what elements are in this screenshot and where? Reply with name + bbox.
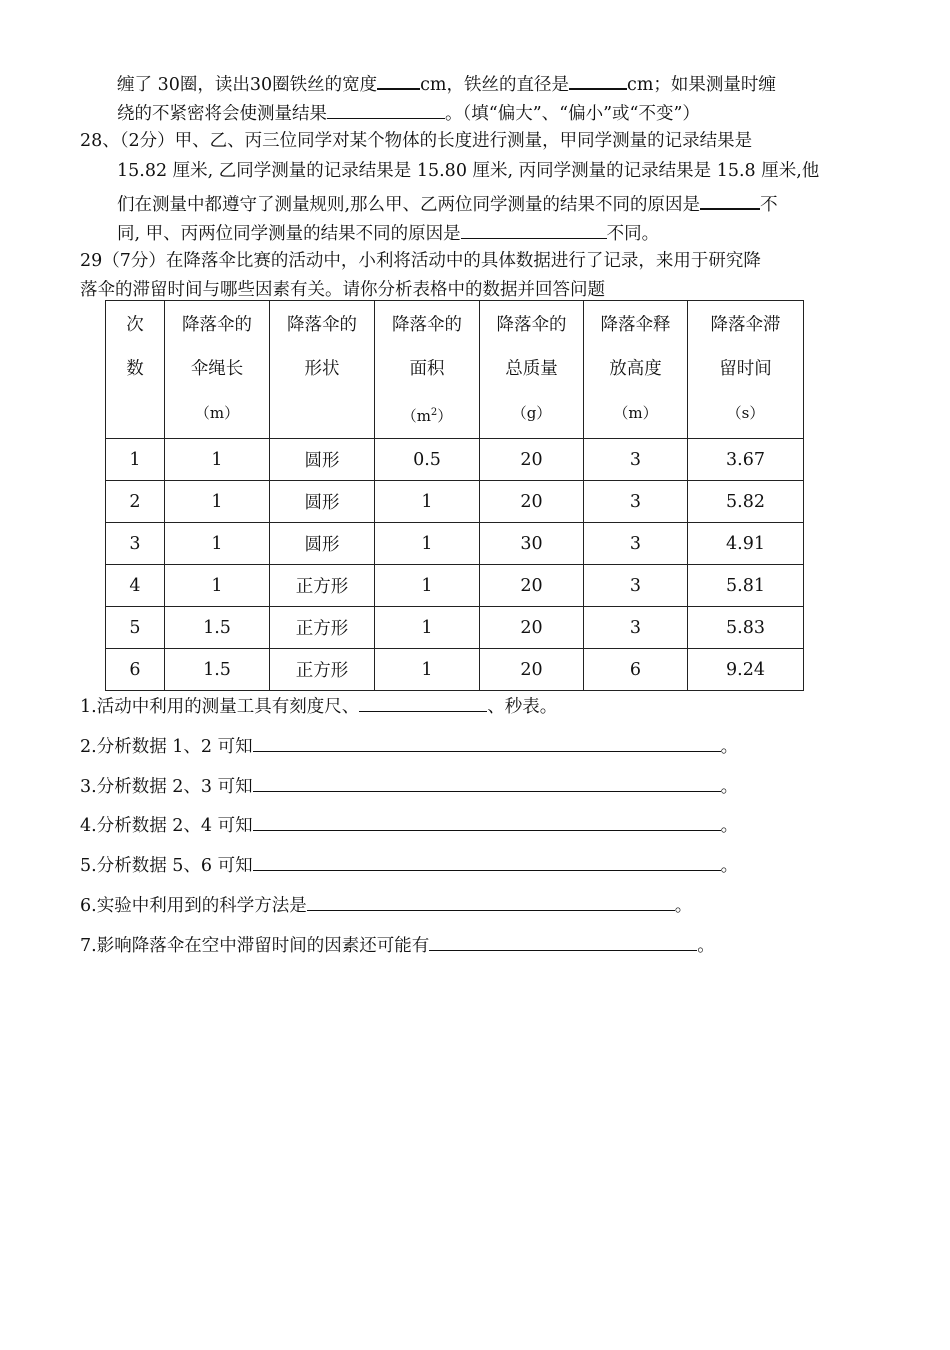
table-cell: 5.82 <box>688 481 804 523</box>
header-cell-rope-length: 降落伞的 伞绳长 （m） <box>165 301 270 439</box>
answer-blank-2[interactable] <box>253 733 721 752</box>
q27-text-b: cm，铁丝的直径是 <box>420 75 570 95</box>
q27-line2 <box>117 100 700 125</box>
table-row <box>106 565 804 607</box>
table-cell: 正方形 <box>270 565 375 607</box>
table-cell: 20 <box>480 565 584 607</box>
q27-diameter-blank[interactable] <box>569 70 627 90</box>
subquestion-text: 6.实验中利用到的科学方法是 <box>80 896 307 916</box>
table-cell: 圆形 <box>270 439 375 481</box>
subquestion-end: 。 <box>720 777 739 797</box>
q29-line2: 落伞的滞留时间与哪些因素有关。请你分析表格中的数据并回答问题 <box>80 280 605 300</box>
answer-blank-3[interactable] <box>253 773 721 792</box>
subquestion-text: 4.分析数据 2、4 可知 <box>80 816 253 836</box>
subquestion-5 <box>80 852 738 877</box>
table-cell: 1.5 <box>165 607 270 649</box>
table-cell: 30 <box>480 523 584 565</box>
table-cell: 1 <box>375 607 480 649</box>
subquestion-7 <box>80 932 715 957</box>
table-cell: 3 <box>584 439 688 481</box>
q27-text-c: cm；如果测量时缠 <box>627 75 776 95</box>
table-cell: 6 <box>106 649 165 691</box>
table-cell: 4 <box>106 565 165 607</box>
q29-line1: 29（7分）在降落伞比赛的活动中，小利将活动中的具体数据进行了记录，来用于研究降 <box>80 251 761 271</box>
table-cell: 1.5 <box>165 649 270 691</box>
q28-line2: 15.82 厘米, 乙同学测量的记录结果是 15.80 厘米, 丙同学测量的记录结果是 15.8 厘米,他 <box>117 161 820 181</box>
q28-line3 <box>117 190 778 216</box>
q28-line4 <box>117 220 659 245</box>
table-cell: 1 <box>165 439 270 481</box>
q28-reason1-blank[interactable] <box>700 190 760 210</box>
table-cell: 6 <box>584 649 688 691</box>
table-row <box>106 649 804 691</box>
q27-text-d: 绕的不紧密将会使测量结果 <box>117 104 327 124</box>
table-cell: 20 <box>480 607 584 649</box>
q28-text-d: 不同。 <box>606 224 660 244</box>
subquestion-end: 。 <box>720 856 739 876</box>
table-cell: 正方形 <box>270 649 375 691</box>
table-cell: 20 <box>480 481 584 523</box>
table-cell: 4.91 <box>688 523 804 565</box>
subquestion-end: 。 <box>697 936 715 956</box>
table-cell: 0.5 <box>375 439 480 481</box>
subquestion-text: 2.分析数据 1、2 可知 <box>80 737 253 757</box>
q28-text-b: 不 <box>760 195 778 215</box>
subquestion-end: 。 <box>674 896 693 916</box>
table-row <box>106 523 804 565</box>
q28-line1: 28、（2分）甲、乙、丙三位同学对某个物体的长度进行测量，甲同学测量的记录结果是 <box>80 131 753 151</box>
subquestion-3 <box>80 773 738 798</box>
q27-result-blank[interactable] <box>327 100 445 119</box>
table-cell: 20 <box>480 649 584 691</box>
table-cell: 20 <box>480 439 584 481</box>
table-cell: 1 <box>165 523 270 565</box>
table-cell: 圆形 <box>270 523 375 565</box>
table-cell: 1 <box>165 565 270 607</box>
table-cell: 1 <box>375 565 480 607</box>
table-cell: 5.81 <box>688 565 804 607</box>
table-cell: 3 <box>584 481 688 523</box>
subquestion-6 <box>80 892 692 917</box>
table-cell: 3 <box>584 523 688 565</box>
answer-blank-6[interactable] <box>307 892 675 911</box>
q27-text-e: 。（填“偏大”、“偏小”或“不变”） <box>445 104 700 124</box>
table-cell: 圆形 <box>270 481 375 523</box>
table-cell: 1 <box>165 481 270 523</box>
subquestion-text: 5.分析数据 5、6 可知 <box>80 856 253 876</box>
q28-text-a: 们在测量中都遵守了测量规则,那么甲、乙两位同学测量的结果不同的原因是 <box>117 195 701 215</box>
table-row <box>106 481 804 523</box>
table-cell: 1 <box>106 439 165 481</box>
subquestion-2 <box>80 733 738 758</box>
q28-reason2-blank[interactable] <box>461 220 607 239</box>
table-cell: 正方形 <box>270 607 375 649</box>
parachute-data-table <box>105 300 804 691</box>
table-cell: 9.24 <box>688 649 804 691</box>
subquestion-end: 。 <box>720 737 739 757</box>
table-cell: 1 <box>375 481 480 523</box>
subquestion-text: 1.活动中利用的测量工具有刻度尺、 <box>80 697 360 717</box>
table-row <box>106 607 804 649</box>
table-cell: 1 <box>375 523 480 565</box>
header-cell-shape: 降落伞的 形状 <box>270 301 375 439</box>
table-header-row <box>106 301 804 439</box>
subquestion-text: 7.影响降落伞在空中滞留时间的因素还可能有 <box>80 936 430 956</box>
header-cell-trial: 次 数 <box>106 301 165 439</box>
subquestion-4 <box>80 812 738 837</box>
table-cell: 3.67 <box>688 439 804 481</box>
answer-blank-7[interactable] <box>429 932 697 951</box>
q27-width-blank[interactable] <box>377 70 420 90</box>
header-cell-height: 降落伞释 放高度 （m） <box>584 301 688 439</box>
table-cell: 3 <box>584 565 688 607</box>
subquestion-end: 、秒表。 <box>487 697 558 717</box>
table-cell: 5.83 <box>688 607 804 649</box>
q27-line1 <box>117 70 776 96</box>
table-row <box>106 439 804 481</box>
table-cell: 2 <box>106 481 165 523</box>
table-cell: 1 <box>375 649 480 691</box>
answer-blank-1[interactable] <box>359 693 487 712</box>
answer-blank-4[interactable] <box>253 812 721 831</box>
subquestion-1 <box>80 693 557 718</box>
subquestion-text: 3.分析数据 2、3 可知 <box>80 777 253 797</box>
q27-text-a: 缠了 30圈，读出30圈铁丝的宽度 <box>117 75 378 95</box>
answer-blank-5[interactable] <box>253 852 721 871</box>
subquestion-end: 。 <box>720 816 739 836</box>
table-cell: 3 <box>106 523 165 565</box>
table-cell: 3 <box>584 607 688 649</box>
header-cell-area: 降落伞的 面积 $(m^2)$ <box>375 301 480 439</box>
header-cell-mass: 降落伞的 总质量 （g） <box>480 301 584 439</box>
q28-text-c: 同, 甲、丙两位同学测量的结果不同的原因是 <box>117 224 461 244</box>
header-cell-time: 降落伞滞 留时间 （s） <box>688 301 804 439</box>
table-cell: 5 <box>106 607 165 649</box>
